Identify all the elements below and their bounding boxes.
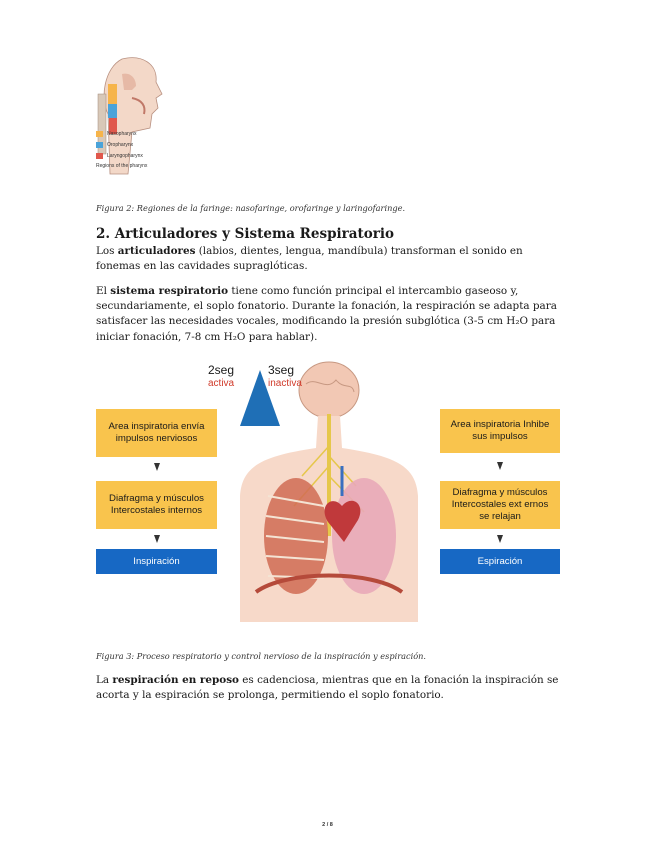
left-arrow-down-icon — [154, 463, 160, 471]
left-box-inspiratory-area: Area inspiratoria envía impulsos nerviosos — [96, 409, 217, 457]
pharynx-legend — [96, 128, 147, 169]
time-right-label: 3seg — [268, 363, 295, 377]
section-heading: 2. Articuladores y Sistema Respiratorio — [96, 226, 395, 242]
left-box-inspiration: Inspiración — [96, 549, 217, 574]
right-arrow-down-icon — [497, 462, 503, 470]
right-box-inspiratory-area: Area inspiratoria Inhibe sus impulsos — [440, 409, 560, 453]
time-right-sub-label: inactiva — [268, 378, 302, 389]
paragraph-articuladores: Los articuladores (labios, dientes, lengua, mandíbula) transforman el sonido en fonemas en las cavidades supraglóticas. — [96, 245, 523, 273]
legend-item-oropharynx: Oropharynx — [96, 139, 147, 150]
nasopharynx-swatch — [96, 131, 103, 137]
page-number: 2 / 8 — [322, 822, 333, 828]
paragraph-sistema-respiratorio: El sistema respiratorio tiene como función principal el intercambio gaseoso y, secundariamente, el soplo fonatorio. Durante la fonación, la respiración se adapta para satisfacer las necesidades vocales, modificando la presión subglótica (3-5 cm H₂O para iniciar fonación, 7-8 cm H₂O para hablar). — [96, 285, 557, 343]
paragraph-respiracion-reposo: La respiración en reposo es cadenciosa, mientras que en la fonación la inspiración se acorta y la espiración se prolonga, permitiendo el soplo fonatorio. — [96, 674, 559, 702]
figure3-caption: Figura 3: Proceso respiratorio y control nervioso de la inspiración y espiración. — [96, 651, 426, 661]
legend-item-nasopharynx: Nasopharynx — [96, 128, 147, 139]
laryngopharynx-swatch — [96, 153, 103, 159]
time-left-sub-label: activa — [208, 378, 235, 389]
legend-item-laryngopharynx: Laryngopharynx — [96, 150, 147, 161]
respiratory-process-figure — [96, 356, 560, 622]
right-box-expiration: Espiración — [440, 549, 560, 574]
time-left-label: 2seg — [208, 363, 235, 377]
right-arrow-down-icon-2 — [497, 535, 503, 543]
figure2-caption: Figura 2: Regiones de la faringe: nasofaringe, orofaringe y laringofaringe. — [96, 203, 406, 213]
oropharynx-swatch — [96, 142, 103, 148]
left-arrow-down-icon-2 — [154, 535, 160, 543]
right-box-muscles: Diafragma y músculos Intercostales ext ernos se relajan — [440, 481, 560, 529]
left-box-muscles: Diafragma y músculos Intercostales internos — [96, 481, 217, 529]
legend-source: Regions of the pharynx — [96, 163, 148, 169]
